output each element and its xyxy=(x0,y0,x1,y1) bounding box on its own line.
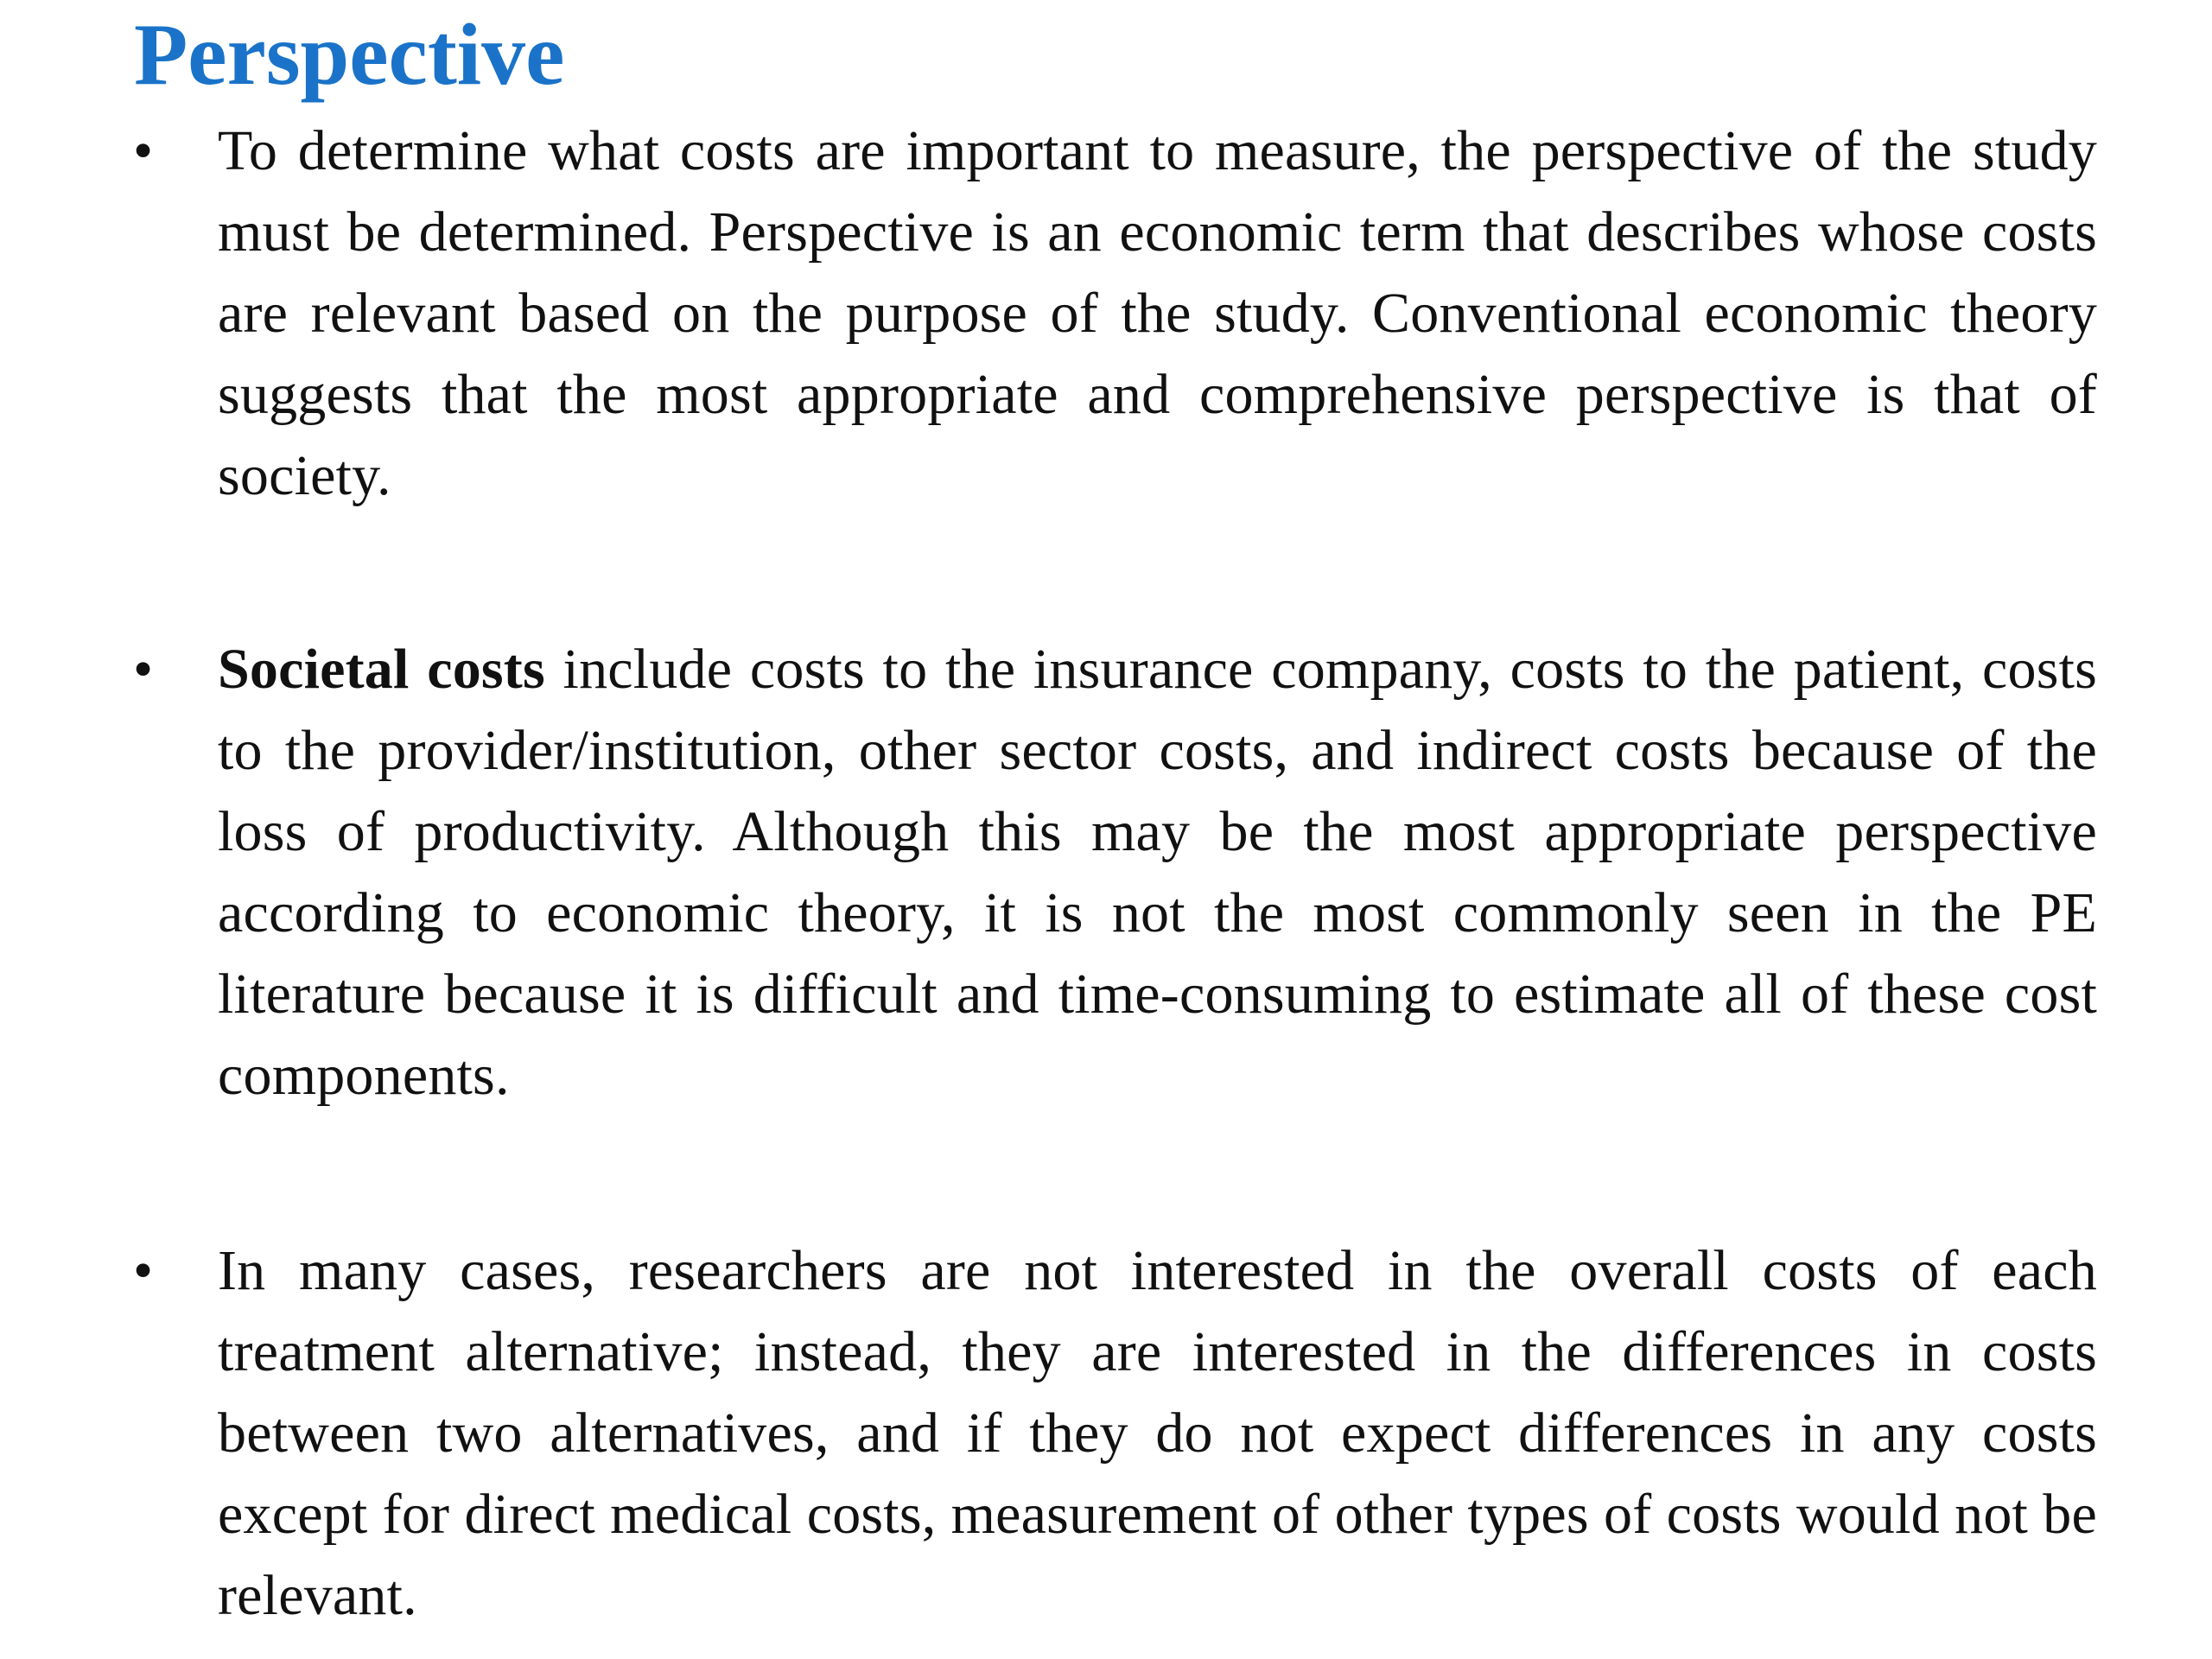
bullet-text xyxy=(218,629,2097,1116)
bullet-body: In many cases, researchers are not interested in the overall costs of each treatment alternative; instead, they are interested in the differences in costs between two alternatives, and if they do not expect differences in any costs except for direct medical costs, measurement of other types of costs would not be relevant. xyxy=(218,1239,2097,1627)
bullet-text xyxy=(218,1230,2097,1637)
bullet-body: include costs to the insurance company, costs to the patient, costs to the provider/institution, other sector costs, and indirect costs because of the loss of productivity. Although this may be the most appropriate perspective according to economic theory, it is not the most commonly seen in the PE literature because it is difficult and time-consuming to estimate all of these cost components. xyxy=(218,638,2098,1107)
bullet-icon: • xyxy=(133,638,154,701)
bullet-icon: • xyxy=(133,1239,154,1302)
page-title: Perspective xyxy=(134,6,565,104)
bullet-text xyxy=(218,111,2097,517)
bullet-body: To determine what costs are important to measure, the perspective of the study must be determined. Perspective is an economic term that describes whose costs are relevant based on the purpose of the study. Conventional economic theory suggests that the most appropriate and comprehensive perspective is that of society. xyxy=(218,119,2097,507)
bullet-icon: • xyxy=(133,119,154,182)
bullet-lead-term: Societal costs xyxy=(218,638,545,701)
